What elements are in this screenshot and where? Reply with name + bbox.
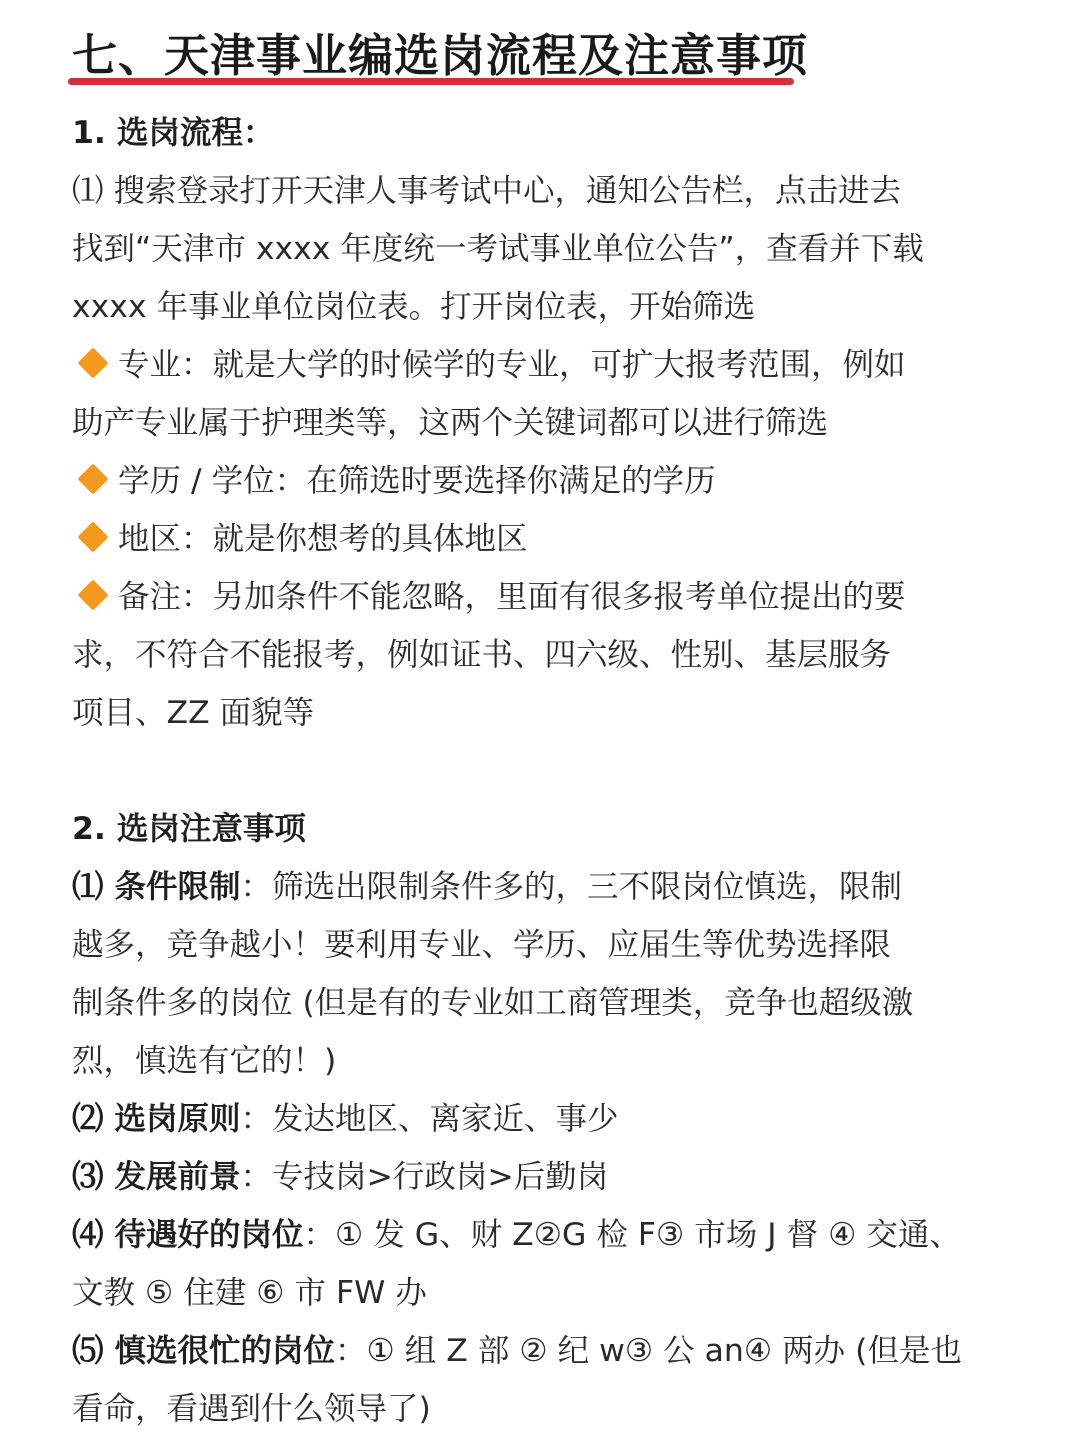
item-prospects (72, 1148, 1007, 1206)
item-conditions-line-4: 烈，慎选有它的！) (72, 1043, 337, 1079)
orange-diamond-icon (77, 463, 108, 494)
orange-diamond-icon (77, 521, 108, 552)
item-principles-line-1: ：发达地区、离家近、事少 (240, 1101, 619, 1137)
item-principles (72, 1090, 1007, 1148)
bullet-remarks (72, 568, 1007, 626)
article-body (72, 104, 1007, 1438)
bullet-degree (72, 452, 1007, 510)
item-prospects-label: ⑶ 发展前景 (72, 1159, 241, 1195)
item-good-pay-label: ⑷ 待遇好的岗位 (72, 1217, 304, 1253)
bullet-degree-line-1: 学历 / 学位：在筛选时要选择你满足的学历 (118, 463, 716, 499)
item-busy-line-1: ：① 组 Z 部 ② 纪 w③ 公 an④ 两办 (但是也 (334, 1333, 962, 1369)
bullet-major-line-2: 助产专业属于护理类等，这两个关键词都可以进行筛选 (72, 405, 829, 441)
bullet-major-line-1: 专业：就是大学的时候学的专业，可扩大报考范围，例如 (118, 347, 906, 383)
section1-heading: 1. 选岗流程： (72, 115, 275, 151)
item-busy-label: ⑸ 慎选很忙的岗位 (72, 1333, 335, 1369)
step1-line-2: 找到“天津市 xxxx 年度统一考试事业单位公告”，查看并下载 (72, 231, 924, 267)
bullet-region-line-1: 地区：就是你想考的具体地区 (118, 521, 528, 557)
bullet-major (72, 336, 1007, 394)
step1-line-1: ⑴ 搜索登录打开天津人事考试中心，通知公告栏，点击进去 (72, 173, 902, 209)
item-busy-line-2: 看命，看遇到什么领导了) (72, 1391, 431, 1427)
bullet-region (72, 510, 1007, 568)
step1-line-3: xxxx 年事业单位岗位表。打开岗位表，开始筛选 (72, 289, 756, 325)
orange-diamond-icon (77, 347, 108, 378)
item-busy (72, 1322, 1007, 1380)
item-principles-label: ⑵ 选岗原则 (72, 1101, 241, 1137)
item-conditions-line-3: 制条件多的岗位 (但是有的专业如工商管理类，竞争也超级激 (72, 985, 914, 1021)
section2-heading: 2. 选岗注意事项 (72, 811, 306, 847)
orange-diamond-icon (77, 579, 108, 610)
bullet-remarks-line-3: 项目、ZZ 面貌等 (72, 695, 315, 731)
item-conditions-label: ⑴ 条件限制 (72, 869, 241, 905)
item-good-pay-line-1: ：① 发 G、财 Z②G 检 F③ 市场 J 督 ④ 交通、 (303, 1217, 961, 1253)
page-title: 七、天津事业编选岗流程及注意事项 (72, 29, 809, 82)
item-prospects-line-1: ：专技岗>行政岗>后勤岗 (240, 1159, 609, 1195)
bullet-remarks-line-2: 求，不符合不能报考，例如证书、四六级、性别、基层服务 (72, 637, 892, 673)
item-conditions-line-1: ：筛选出限制条件多的，三不限岗位慎选，限制 (240, 869, 902, 905)
item-conditions-line-2: 越多，竞争越小！要利用专业、学历、应届生等优势选择限 (72, 927, 892, 963)
item-conditions (72, 858, 1007, 916)
section-spacer (72, 742, 1007, 800)
item-good-pay (72, 1206, 1007, 1264)
item-good-pay-line-2: 文教 ⑤ 住建 ⑥ 市 FW 办 (72, 1275, 427, 1311)
bullet-remarks-line-1: 备注：另加条件不能忽略，里面有很多报考单位提出的要 (118, 579, 906, 615)
page-title-block (72, 28, 809, 88)
